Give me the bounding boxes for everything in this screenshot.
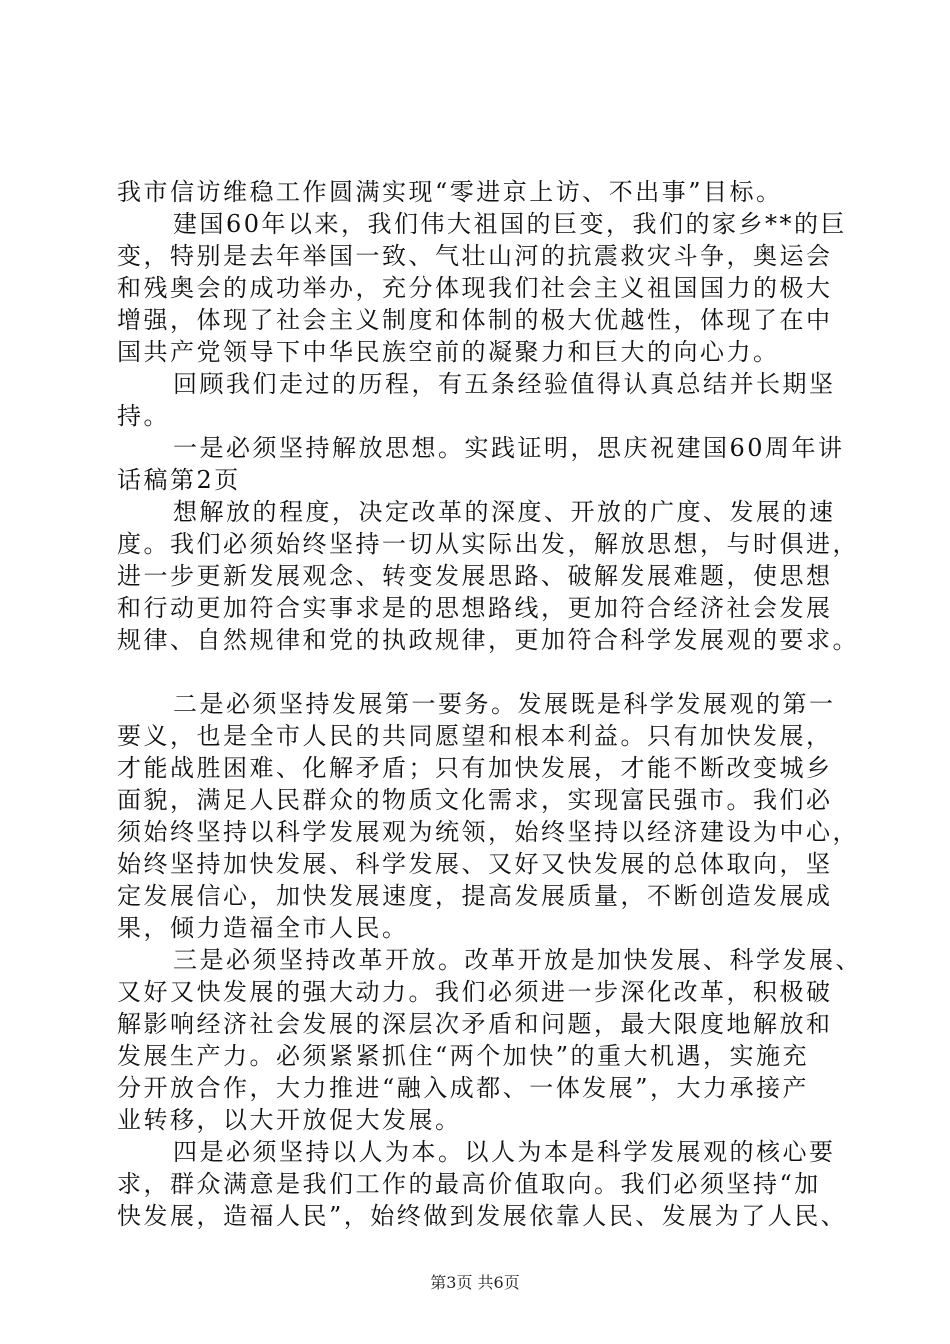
text-line: 规律、自然规律和党的执政规律，更加符合科学发展观的要求。: [117, 626, 859, 654]
text-line: 业转移，以大开放促大发展。: [117, 1106, 462, 1134]
paragraph-spacer: [117, 656, 843, 688]
text-line: 面貌，满足人民群众的物质文化需求，实现富民强市。我们必: [117, 786, 833, 814]
text-line: 增强，体现了社会主义制度和体制的极大优越性，体现了在中: [117, 306, 833, 334]
text-line: 回顾我们走过的历程，有五条经验值得认真总结并长期坚: [173, 370, 836, 398]
text-line: 快发展，造福人民”，始终做到发展依靠人民、发展为了人民、: [117, 1202, 848, 1230]
text-line: 才能战胜困难、化解矛盾；只有加快发展，才能不断改变城乡: [117, 754, 833, 782]
text-line: 进一步更新发展观念、转变发展思路、破解发展难题，使思想: [117, 562, 833, 590]
text-line: 三是必须坚持改革开放。改革开放是加快发展、科学发展、: [173, 946, 862, 974]
page-number-footer: 第3页 共6页: [430, 1273, 520, 1292]
text-line: 要义，也是全市人民的共同愿望和根本利益。只有加快发展，: [117, 722, 833, 750]
text-line: 想解放的程度，决定改革的深度、开放的广度、发展的速: [173, 498, 836, 526]
text-line: 持。: [117, 402, 170, 430]
text-line: 又好又快发展的强大动力。我们必须进一步深化改革，积极破: [117, 978, 833, 1006]
text-line: 二是必须坚持发展第一要务。发展既是科学发展观的第一: [173, 690, 836, 718]
text-line: 我市信访维稳工作圆满实现“零进京上访、不出事”目标。: [117, 178, 783, 206]
document-body: [117, 176, 862, 1232]
text-line: 和残奥会的成功举办，充分体现我们社会主义祖国国力的极大: [117, 274, 833, 302]
text-line: 须始终坚持以科学发展观为统领，始终坚持以经济建设为中心，: [117, 818, 859, 846]
text-line: 建国60年以来，我们伟大祖国的巨变，我们的家乡**的巨: [173, 210, 848, 238]
text-line: 始终坚持加快发展、科学发展、又好又快发展的总体取向，坚: [117, 850, 833, 878]
text-line: 话稿第2页: [117, 466, 241, 494]
text-line: 发展生产力。必须紧紧抓住“两个加快”的重大机遇，实施充: [117, 1042, 810, 1070]
text-line: 一是必须坚持解放思想。实践证明，思庆祝建国60周年讲: [173, 434, 845, 462]
text-line: 四是必须坚持以人为本。以人为本是科学发展观的核心要: [173, 1138, 836, 1166]
text-line: 求，群众满意是我们工作的最高价值取向。我们必须坚持“加: [117, 1170, 821, 1198]
text-line: 解影响经济社会发展的深层次矛盾和问题，最大限度地解放和: [117, 1010, 833, 1038]
text-line: 国共产党领导下中华民族空前的凝聚力和巨大的向心力。: [117, 338, 780, 366]
text-line: 变，特别是去年举国一致、气壮山河的抗震救灾斗争，奥运会: [117, 242, 833, 270]
text-line: 分开放合作，大力推进“融入成都、一体发展”，大力承接产: [117, 1074, 810, 1102]
text-line: 果，倾力造福全市人民。: [117, 914, 409, 942]
text-line: 度。我们必须始终坚持一切从实际出发，解放思想，与时俱进，: [117, 530, 859, 558]
text-line: 定发展信心，加快发展速度，提高发展质量，不断创造发展成: [117, 882, 833, 910]
text-line: 和行动更加符合实事求是的思想路线，更加符合经济社会发展: [117, 594, 833, 622]
